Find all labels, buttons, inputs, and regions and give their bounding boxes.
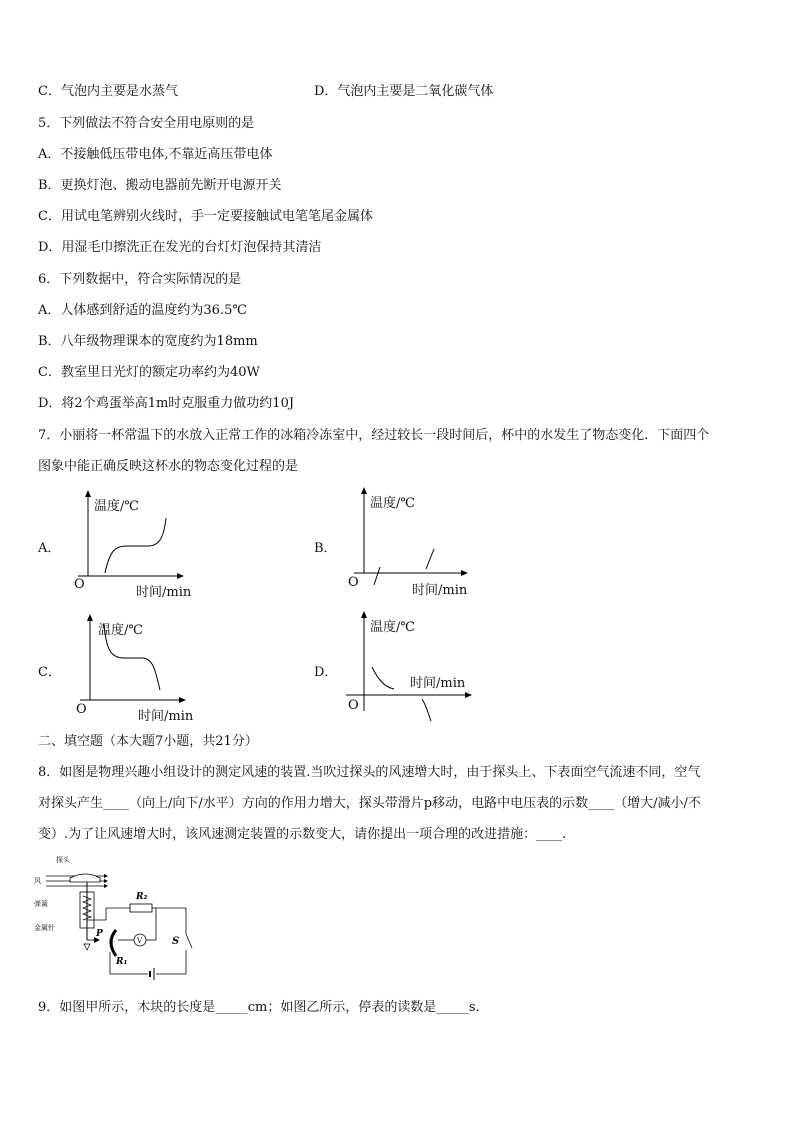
graph-c [62, 612, 212, 727]
q8-line2: 对探头产生____（向上/向下/水平）方向的作用力增大，探头带滑片p移动，电路中电压表的示数____（增大/减小/不 [38, 796, 701, 811]
q4-option-d: D．气泡内主要是二氧化碳气体 [314, 84, 494, 99]
graph-a-label: A． [38, 541, 61, 556]
q8-line3: 变）.为了让风速增大时，该风速测定装置的示数变大，请你提出一项合理的改进措施：____. [38, 827, 567, 842]
q6-option-b: B．八年级物理课本的宽度约为18mm [38, 334, 258, 349]
q7-stem-line2: 图象中能正确反映这杯水的物态变化过程的是 [38, 459, 299, 474]
graph-d-xlabel: 时间/min [410, 676, 466, 691]
wind-device-figure [30, 852, 220, 982]
graph-d-label: D． [314, 665, 338, 680]
figure-wind-label: 风 [34, 877, 41, 885]
graph-b-origin: O [348, 575, 359, 590]
q5-stem: 5．下列做法不符合安全用电原则的是 [38, 116, 255, 131]
graph-c-ylabel: 温度/℃ [98, 623, 143, 638]
probe-shape [70, 874, 100, 882]
graph-b-label: B． [314, 541, 337, 556]
graph-a-ylabel: 温度/℃ [94, 499, 139, 514]
graph-c-label: C． [38, 665, 61, 680]
q6-stem: 6．下列数据中，符合实际情况的是 [38, 272, 242, 287]
section-heading: 二、填空题（本大题7小题，共21分） [38, 734, 258, 749]
graph-c-y-arrow [87, 614, 93, 621]
q4-option-c: C．气泡内主要是水蒸气 [38, 84, 178, 99]
graph-d [336, 609, 496, 724]
graph-a-y-arrow [85, 490, 91, 497]
q5-option-d: D．用湿毛巾擦洗正在发光的台灯灯泡保持其清洁 [38, 240, 322, 255]
graph-b [336, 485, 496, 600]
graph-d-ylabel: 温度/℃ [370, 620, 415, 635]
q5-option-b: B．更换灯泡、搬动电器前先断开电源开关 [38, 178, 282, 193]
graph-a-curve [105, 518, 166, 573]
q8-line1: 8．如图是物理兴趣小组设计的测定风速的装置.当吹过探头的风速增大时，由于探头上、下表面空气流速不同，空气 [38, 765, 701, 780]
q7-stem-line1: 7．小丽将一杯常温下的水放入正常工作的冰箱冷冻室中，经过较长一段时间后，杯中的水发生了物态变化．下面四个 [38, 428, 710, 443]
q5-option-a: A．不接触低压带电体,不靠近高压带电体 [38, 147, 273, 162]
graph-b-y-arrow [361, 487, 367, 494]
graph-b-x-arrow [461, 570, 468, 576]
graph-a-origin: O [74, 577, 85, 592]
graph-b-line-2 [426, 549, 434, 569]
graph-d-x-arrow [465, 692, 472, 698]
figure-s-label: S [172, 936, 180, 947]
figure-rod-label: 金属针 [34, 924, 55, 932]
q6-option-c: C．教室里日光灯的额定功率约为40W [38, 365, 260, 380]
graph-a-xlabel: 时间/min [136, 585, 192, 600]
graph-a [60, 488, 210, 603]
graph-b-ylabel: 温度/℃ [370, 496, 415, 511]
q6-option-a: A．人体感到舒适的温度约为36.5℃ [38, 303, 247, 318]
graph-d-origin: O [348, 698, 359, 713]
q6-option-d: D．将2个鸡蛋举高1m时克服重力做功约10J [38, 396, 295, 411]
graph-d-y-arrow [361, 611, 367, 618]
figure-probe-label: 探头 [56, 856, 70, 864]
graph-a-x-arrow [177, 573, 184, 579]
graph-c-origin: O [76, 702, 87, 717]
resistor-r1 [111, 930, 116, 956]
figure-v-label: V [137, 937, 143, 945]
graph-c-x-arrow [179, 697, 186, 703]
q5-option-c: C．用试电笔辨别火线时，手一定要接触试电笔笔尾金属体 [38, 209, 373, 224]
graph-b-xlabel: 时间/min [412, 583, 468, 598]
figure-p-label: P [96, 929, 103, 939]
resistor-r2 [130, 904, 152, 912]
switch-blade [186, 934, 192, 948]
graph-c-xlabel: 时间/min [138, 709, 194, 724]
graph-b-line-1 [374, 567, 380, 585]
figure-r1-label: R₁ [116, 957, 128, 967]
graph-d-curve-2 [422, 699, 431, 721]
figure-r2-label: R₂ [136, 892, 148, 902]
graph-d-curve-1 [372, 667, 394, 689]
q9-text: 9．如图甲所示，木块的长度是_____cm；如图乙所示，停表的读数是_____s. [38, 1000, 480, 1015]
figure-spring-label: 弹簧 [34, 900, 48, 908]
